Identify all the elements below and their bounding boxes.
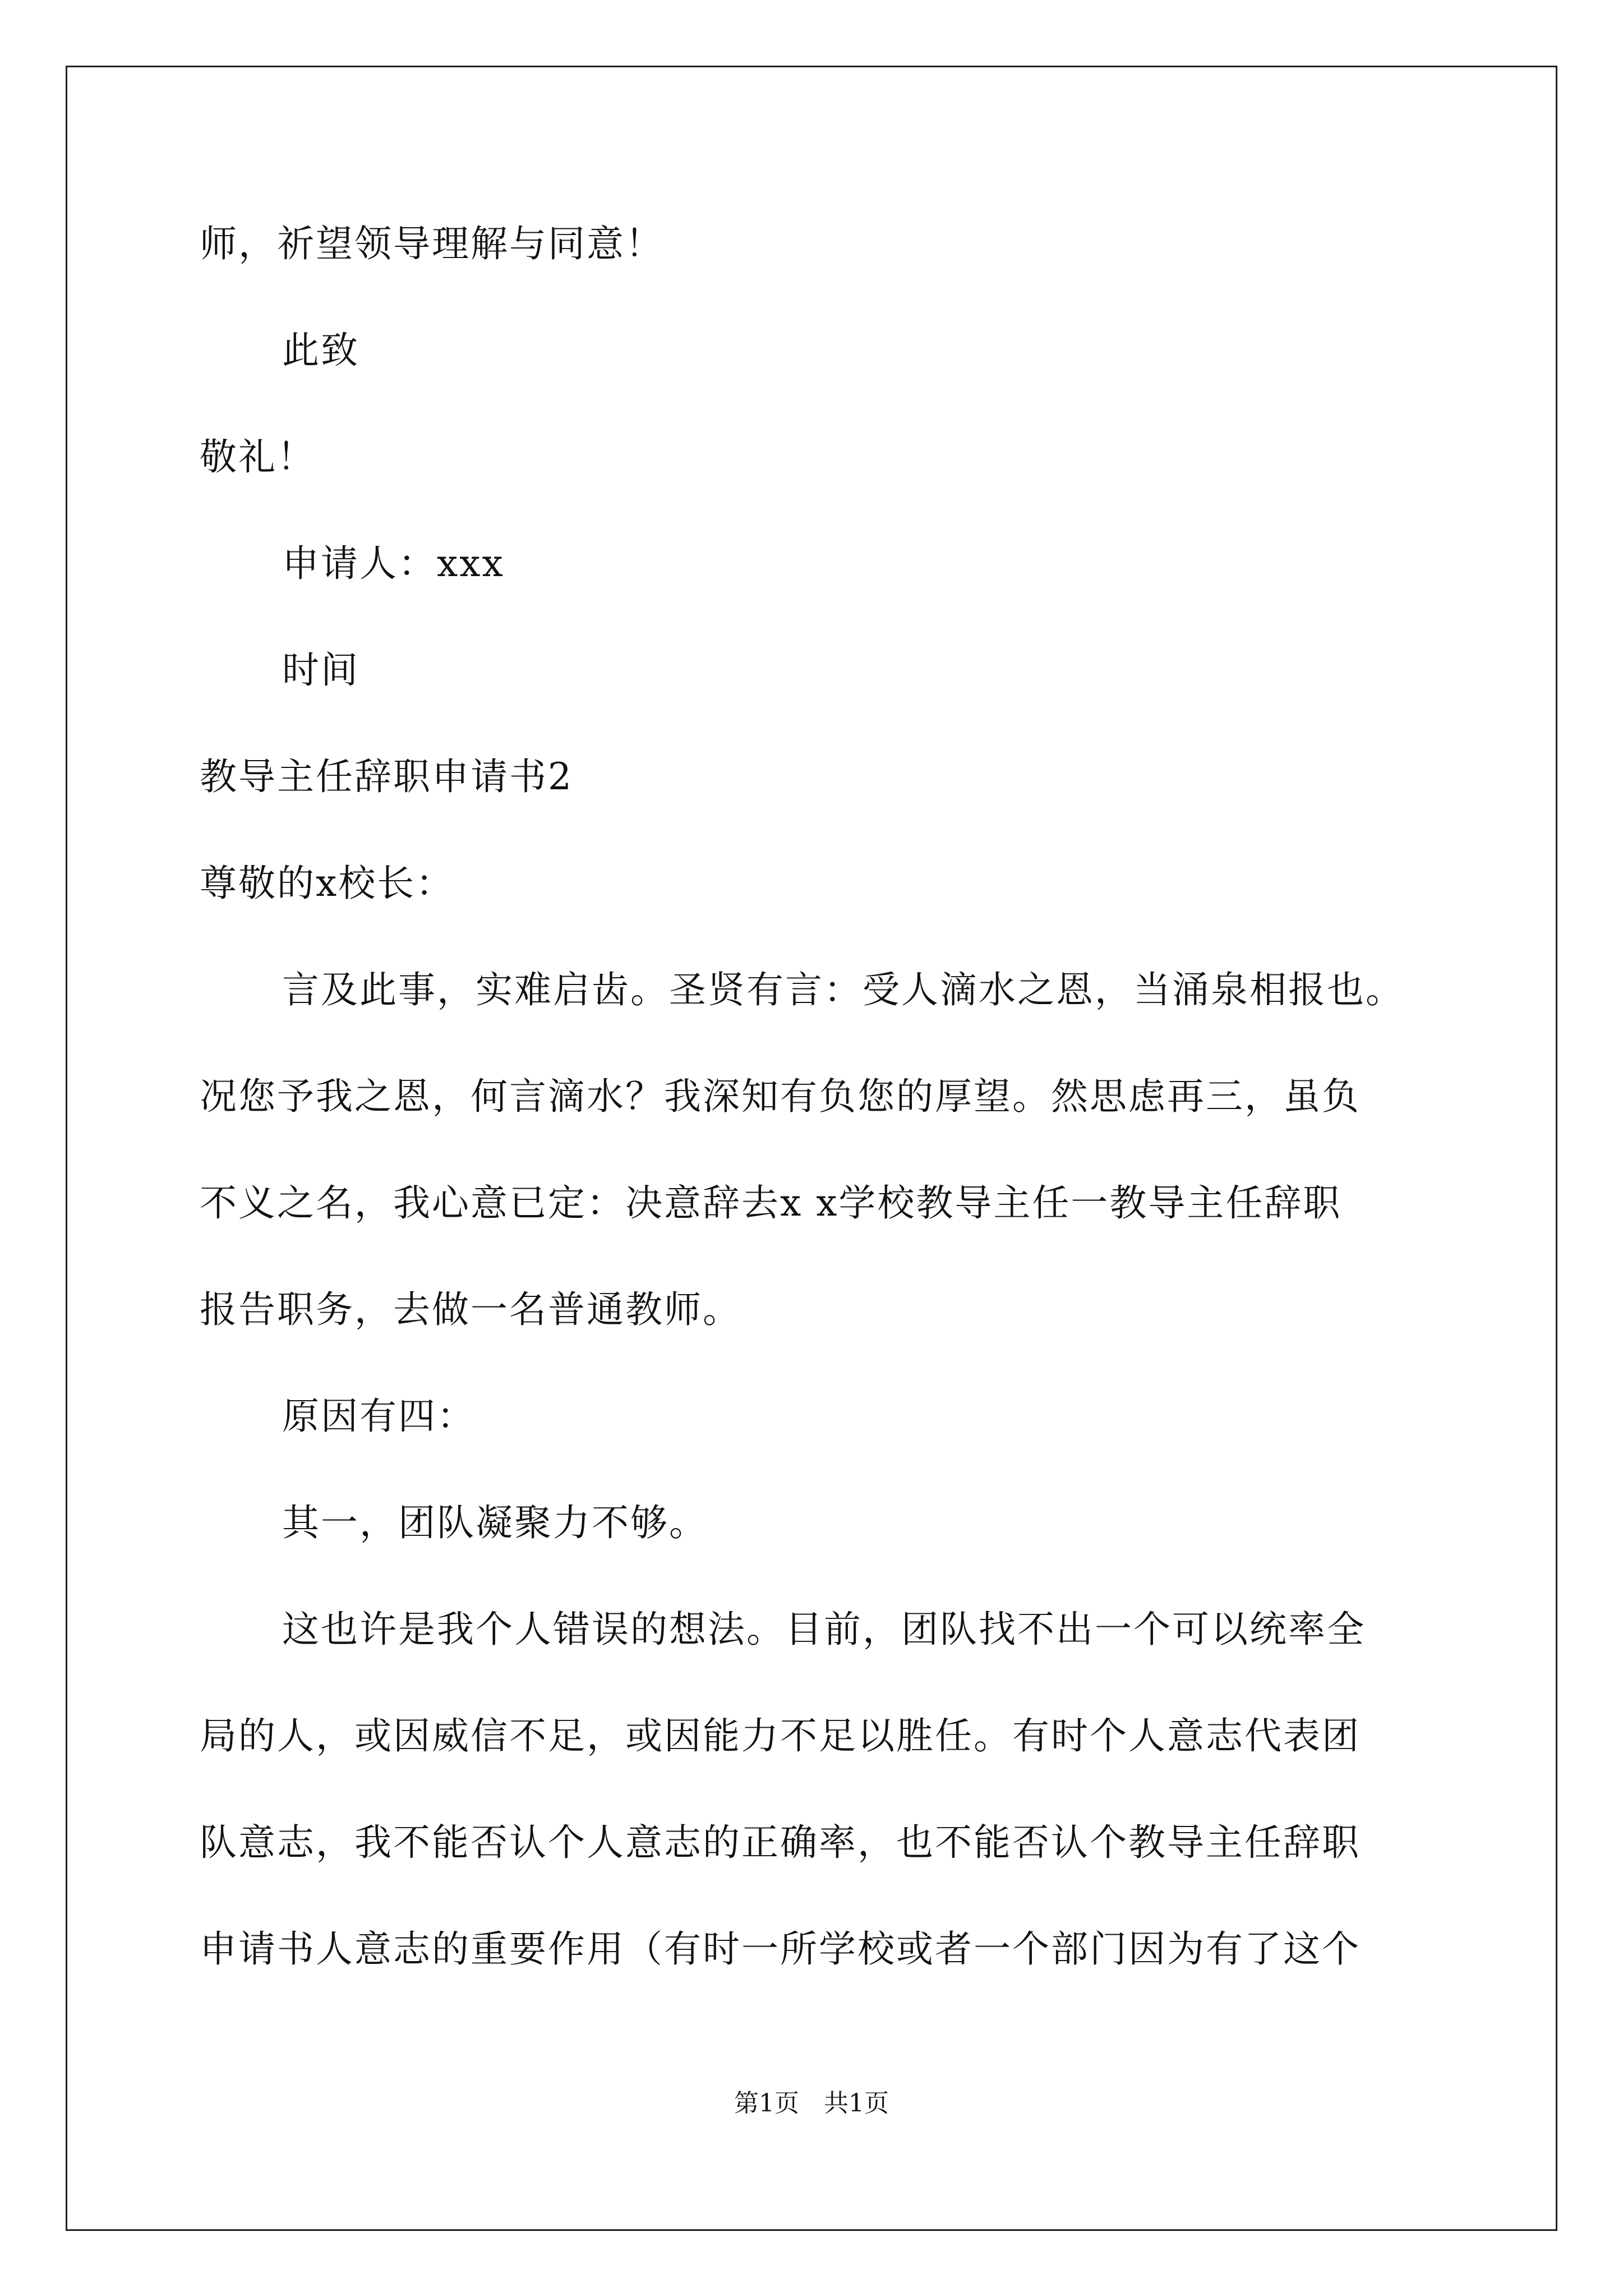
paragraph-line: 报告职务，去做一名普通教师。 — [200, 1288, 741, 1331]
section-title: 教导主任辞职申请书2 — [200, 755, 573, 798]
closing-line: 敬礼！ — [200, 435, 316, 478]
paragraph-line: 申请书人意志的重要作用（有时一所学校或者一个部门因为有了这个 — [200, 1927, 1361, 1971]
paragraph-line: 其一，团队凝聚力不够。 — [282, 1501, 708, 1544]
salutation-line: 此致 — [282, 329, 359, 372]
paragraph-line: 况您予我之恩，何言滴水？我深知有负您的厚望。然思虑再三，虽负 — [200, 1075, 1361, 1118]
text-line: 师，祈望领导理解与同意！ — [200, 222, 664, 265]
applicant-line: 申请人：xxx — [282, 542, 505, 585]
page-footer: 第1页 共1页 — [734, 2089, 889, 2118]
recipient-line: 尊敬的x校长： — [200, 862, 455, 905]
paragraph-line: 不义之名，我心意已定：决意辞去x x学校教导主任一教导主任辞职 — [200, 1181, 1342, 1225]
date-line: 时间 — [282, 648, 359, 692]
paragraph-line: 局的人，或因威信不足，或因能力不足以胜任。有时个人意志代表团 — [200, 1714, 1361, 1757]
paragraph-line: 这也许是我个人错误的想法。目前，团队找不出一个可以统率全 — [282, 1608, 1366, 1651]
paragraph-line: 原因有四： — [282, 1395, 476, 1438]
paragraph-line: 队意志，我不能否认个人意志的正确率，也不能否认个教导主任辞职 — [200, 1821, 1361, 1864]
paragraph-line: 言及此事，实难启齿。圣贤有言：受人滴水之恩，当涌泉相报也。 — [282, 968, 1404, 1011]
page-border — [66, 66, 1557, 2231]
